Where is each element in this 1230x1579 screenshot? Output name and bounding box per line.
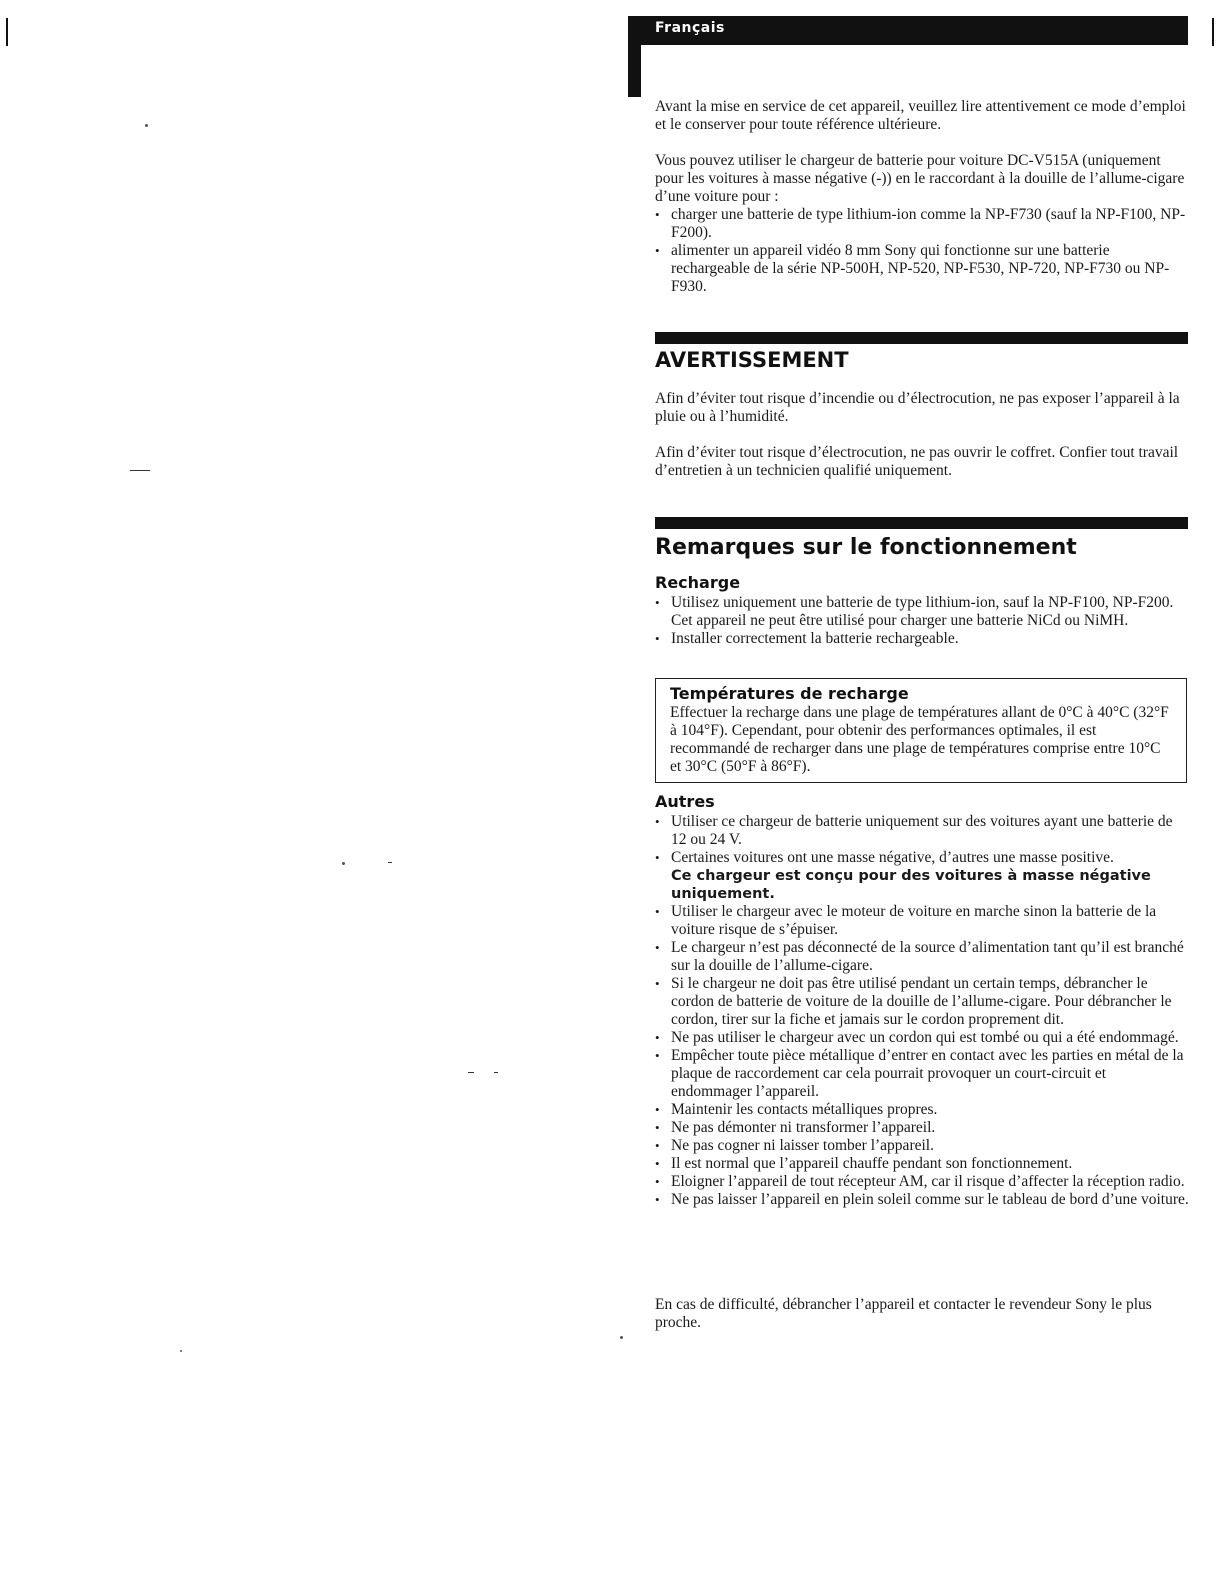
list-item: • Maintenir les contacts métalliques propres. — [655, 1101, 1190, 1119]
list-item: • Utiliser ce chargeur de batterie uniquement sur des voitures ayant une batterie de 12 ou 24 V. — [655, 813, 1190, 849]
intro-bullet-list — [655, 206, 1190, 296]
list-item: • Installer correctement la batterie rechargeable. — [655, 630, 1190, 648]
closing-paragraph: En cas de difficulté, débrancher l’appareil et contacter le revendeur Sony le plus proche. — [655, 1296, 1152, 1331]
temperatures-box — [655, 678, 1187, 783]
section-rule — [655, 332, 1188, 344]
recharge-bullet-list — [655, 594, 1190, 648]
notes-heading: Remarques sur le fonctionnement — [655, 535, 1077, 560]
list-item: • Ne pas cogner ni laisser tomber l’appareil. — [655, 1137, 1190, 1155]
autres-heading: Autres — [655, 792, 715, 811]
list-item: • Ne pas démonter ni transformer l’appareil. — [655, 1119, 1190, 1137]
list-item: • Eloigner l’appareil de tout récepteur AM, car il risque d’affecter la réception radio. — [655, 1173, 1190, 1191]
scan-edge-right — [1212, 18, 1214, 46]
list-item-text: Certaines voitures ont une masse négative, d’autres une masse positive. — [671, 849, 1114, 866]
intro-paragraph-2: Vous pouvez utiliser le chargeur de batterie pour voiture DC-V515A (uniquement pour les voitures à masse négative (-)) en le raccordant à la douille de l’allume-cigare d’une voiture pour : — [655, 152, 1185, 205]
temperatures-heading: Températures de recharge — [670, 684, 909, 703]
scan-mark — [130, 470, 150, 471]
scan-speck — [620, 1336, 623, 1339]
scan-speck — [180, 1350, 182, 1352]
warning-paragraph-1: Afin d’éviter tout risque d’incendie ou d’électrocution, ne pas exposer l’appareil à la pluie ou à l’humidité. — [655, 390, 1180, 425]
scan-speck — [145, 124, 148, 127]
list-item: • Utilisez uniquement une batterie de type lithium-ion, sauf la NP-F100, NP-F200. Cet appareil ne peut être utilisé pour charger une batterie NiCd ou NiMH. — [655, 594, 1190, 630]
scan-mark — [494, 1072, 498, 1073]
scan-speck — [342, 862, 345, 865]
list-item: • Utiliser le chargeur avec le moteur de voiture en marche sinon la batterie de la voiture risque de s’épuiser. — [655, 903, 1190, 939]
scan-mark — [388, 862, 392, 863]
list-item-emphasis: Ce chargeur est conçu pour des voitures à masse négative uniquement. — [671, 868, 1151, 902]
language-label: Français — [655, 20, 725, 36]
list-item: • Le chargeur n’est pas déconnecté de la source d’alimentation tant qu’il est branché sur la douille de l’allume-cigare. — [655, 939, 1190, 975]
warning-heading: AVERTISSEMENT — [655, 348, 849, 372]
list-item: • charger une batterie de type lithium-ion comme la NP-F730 (sauf la NP-F100, NP-F200). — [655, 206, 1190, 242]
scan-edge-left — [6, 18, 8, 46]
list-item: • Si le chargeur ne doit pas être utilisé pendant un certain temps, débrancher le cordon de batterie de voiture de la douille de l’allume-cigare. Pour débrancher le cordon, tirer sur la fiche et jamais sur le cordon proprement dit. — [655, 975, 1190, 1029]
list-item: • Ne pas utiliser le chargeur avec un cordon qui est tombé ou qui a été endommagé. — [655, 1029, 1190, 1047]
list-item: • Il est normal que l’appareil chauffe pendant son fonctionnement. — [655, 1155, 1190, 1173]
scan-mark — [468, 1072, 474, 1073]
list-item — [655, 849, 1190, 903]
intro-paragraph-1: Avant la mise en service de cet appareil, veuillez lire attentivement ce mode d’emploi et le conserver pour toute référence ultérieure. — [655, 98, 1186, 133]
recharge-heading: Recharge — [655, 573, 741, 592]
language-tab — [628, 16, 1188, 45]
autres-bullet-list — [655, 813, 1190, 1209]
list-item: • alimenter un appareil vidéo 8 mm Sony qui fonctionne sur une batterie rechargeable de la série NP-500H, NP-520, NP-F530, NP-720, NP-F730 ou NP-F930. — [655, 242, 1190, 296]
language-tab-marker — [628, 45, 641, 97]
list-item: • Empêcher toute pièce métallique d’entrer en contact avec les parties en métal de la plaque de raccordement car cela pourrait provoquer un court-circuit et endommager l’appareil. — [655, 1047, 1190, 1101]
list-item: • Ne pas laisser l’appareil en plein soleil comme sur le tableau de bord d’une voiture. — [655, 1191, 1190, 1209]
warning-paragraph-2: Afin d’éviter tout risque d’électrocution, ne pas ouvrir le coffret. Confier tout travail d’entretien à un technicien qualifié uniquement. — [655, 444, 1179, 479]
temperatures-text: Effectuer la recharge dans une plage de températures allant de 0°C à 40°C (32°F à 104°F). Cependant, pour obtenir des performances optimales, il est recommandé de recharger dans une plage de températures comprise entre 10°C et 30°C (50°F à 86°F). — [670, 704, 1169, 775]
section-rule — [655, 517, 1188, 529]
